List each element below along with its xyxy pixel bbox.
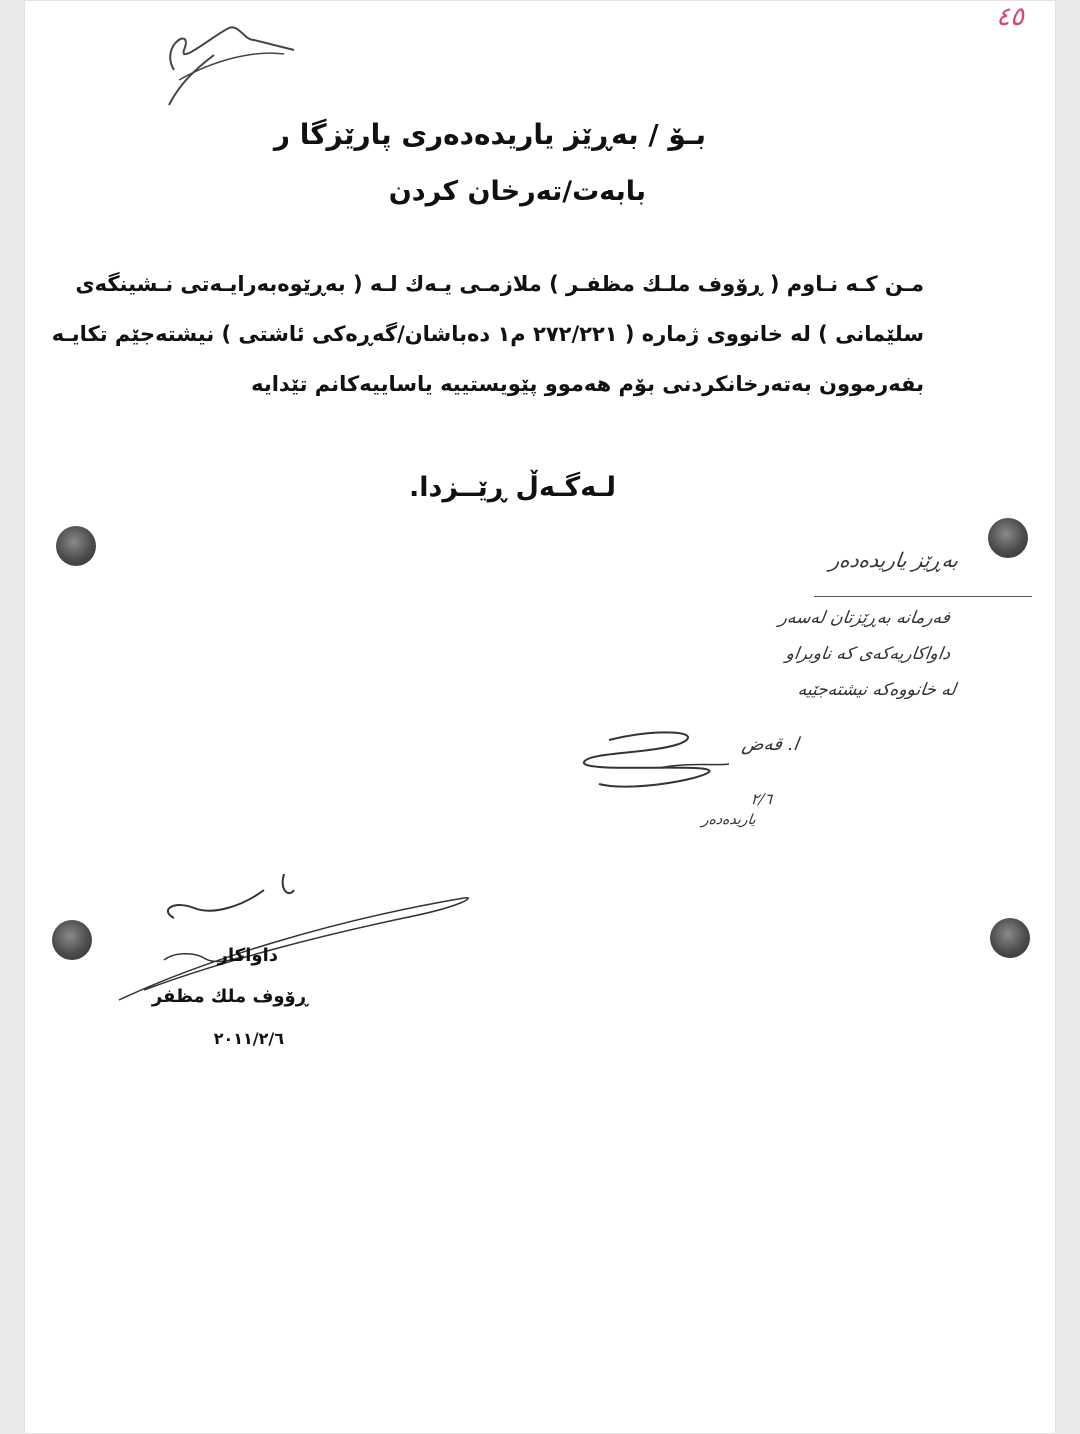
body-line-1: مـن کـە نـاوم ( ڕۆوف ملـك مظفـر ) ملازمـی یـەك لـە ( بەڕێوەبەرایـەتی نـشینگەی: [75, 272, 924, 296]
punch-hole: [990, 918, 1030, 958]
punch-hole: [56, 526, 96, 566]
claimant-label: داواکار: [217, 945, 278, 966]
handwritten-note-title: یاریدەدەر: [701, 812, 758, 828]
top-signature-mark: [154, 10, 304, 110]
handwritten-note-line: ا. قەض: [740, 734, 800, 755]
handwritten-note-line: فەرمانە بەڕێزتان لەسەر: [777, 608, 952, 628]
claimant-name: ڕۆوف ملك مظفر: [151, 986, 308, 1007]
handwritten-note-line: لە خانووەکە نیشتەجێیە: [796, 680, 958, 700]
note-divider: [814, 596, 1032, 597]
document-page: [24, 0, 1056, 1434]
addressee-line: بـۆ / بەڕێز یاریدەدەری پارێزگا ر: [273, 118, 706, 151]
body-line-2: سلێمانی ) لە خانووی ژمارە ( ٢٧٢/٢٢١ م١ دەباشان/گەڕەکی ئاشتی ) نیشتەجێم تکایـە: [51, 322, 924, 346]
handwritten-note-line: داواکاریەکەی کە ناوبراو: [784, 644, 952, 664]
subject-line: بابەت/تەرخان کردن: [388, 176, 646, 207]
handwritten-note-date: ٢/٦: [749, 790, 774, 808]
closing-line: لـەگـەڵ ڕێــزدا.: [408, 472, 616, 503]
punch-hole: [988, 518, 1028, 558]
official-signature-mark: [569, 722, 769, 802]
handwritten-note-line: بەڕێز یاریدەدەر: [827, 548, 960, 572]
red-corner-number: ٤٥: [996, 2, 1024, 32]
document-date: ٢٠١١/٢/٦: [213, 1029, 284, 1048]
body-line-3: بفەرموون بەتەرخانکردنی بۆم هەموو پێویستییە یاساییەکانم تێدایە: [251, 372, 924, 396]
